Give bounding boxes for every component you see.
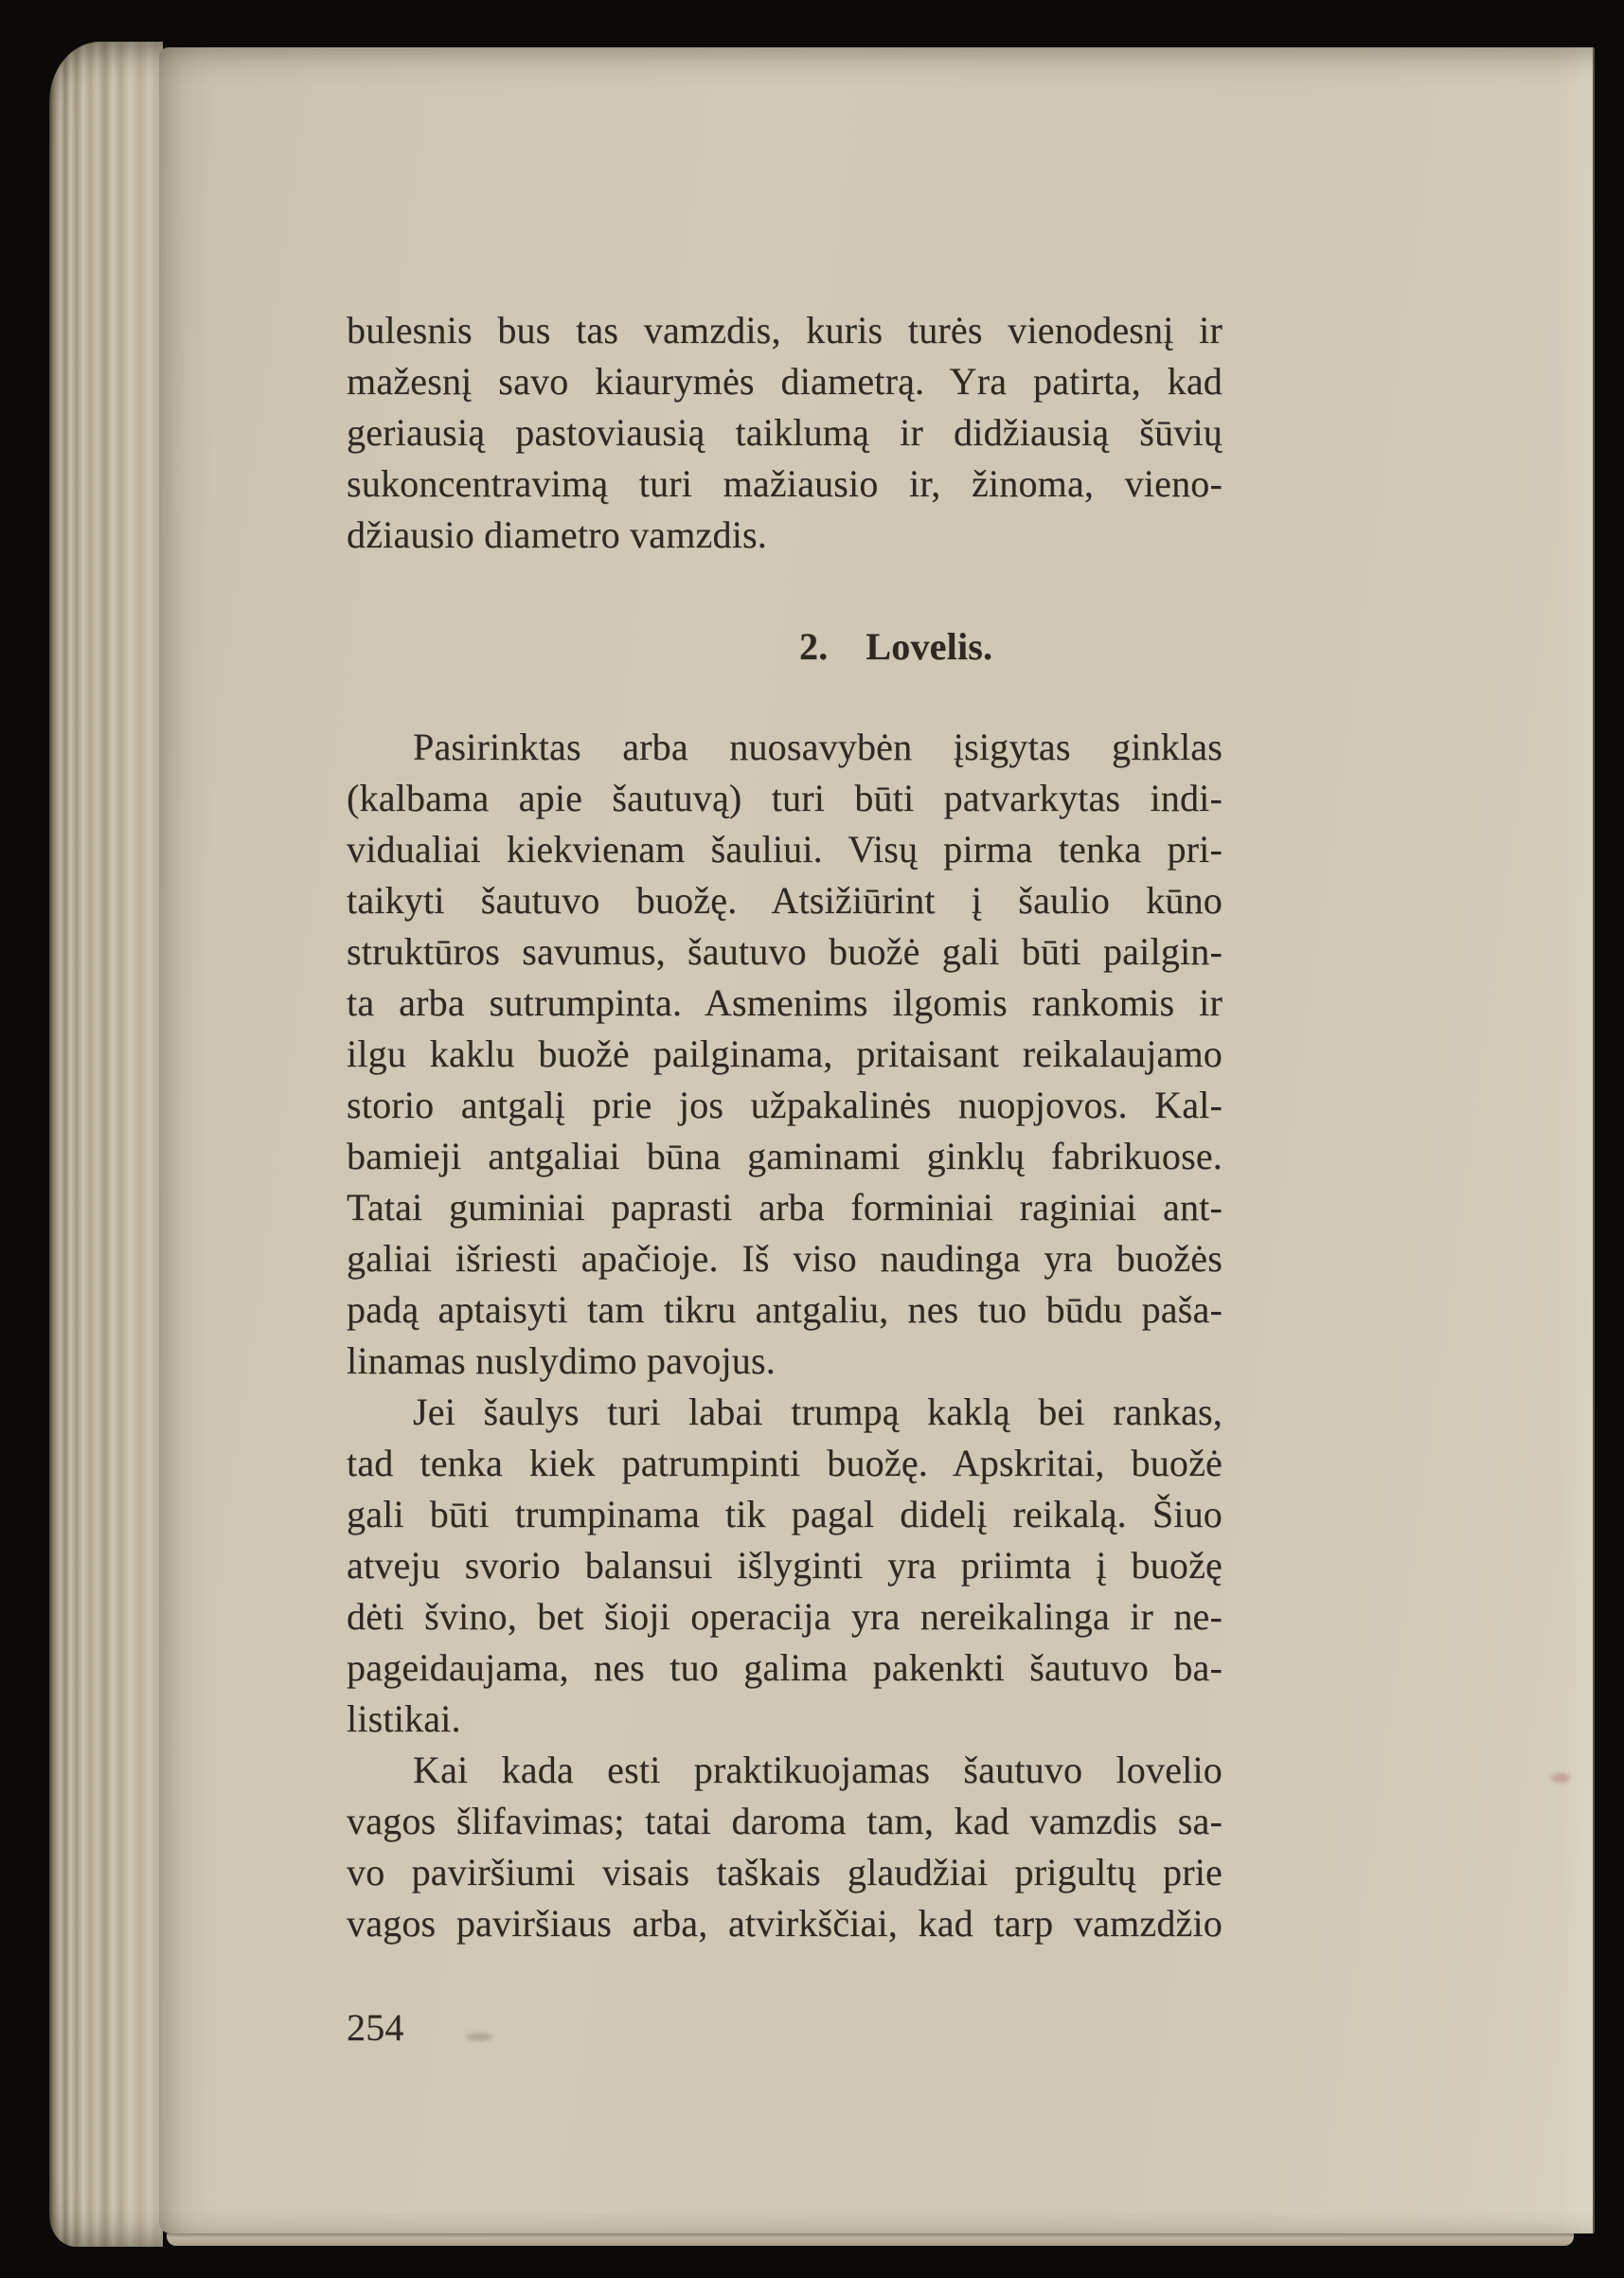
text-line: bulesnis bus tas vamzdis, kuris turės vienodesnį ir [347, 309, 1222, 351]
page-edge-stack [49, 42, 163, 2247]
text-line: Kai kada esti praktikuojamas šautuvo lovelio [413, 1749, 1222, 1791]
text-line: (kalbama apie šautuvą) turi būti patvarkytas indi- [347, 777, 1222, 819]
text-line: dėti švino, bet šioji operacija yra nereikalinga ir ne- [347, 1595, 1222, 1638]
section-title: Lovelis. [866, 625, 993, 668]
text-line: sukoncentravimą turi mažiausio ir, žinoma, vieno- [347, 462, 1222, 505]
text-line: ta arba sutrumpinta. Asmenims ilgomis rankomis ir [347, 981, 1222, 1024]
text-line: Pasirinktas arba nuosavybėn įsigytas ginklas [413, 726, 1222, 768]
text-line: gali būti trumpinama tik pagal didelį reikalą. Šiuo [347, 1493, 1222, 1535]
text-line: vidualiai kiekvienam šauliui. Visų pirma tenka pri- [347, 828, 1222, 870]
text-line: Jei šaulys turi labai trumpą kaklą bei rankas, [413, 1390, 1222, 1433]
text-line: mažesnį savo kiaurymės diametrą. Yra patirta, kad [347, 360, 1222, 403]
text-line: tad tenka kiek patrumpinti buožę. Apskritai, buožė [347, 1442, 1222, 1484]
text-line: džiausio diametro vamzdis. [347, 513, 767, 556]
page-number: 254 [347, 2006, 404, 2049]
text-line: bamieji antgaliai būna gaminami ginklų fabrikuose. [347, 1135, 1222, 1177]
text-line: geriausią pastoviausią taiklumą ir didžiausią šūvių [347, 411, 1222, 454]
text-line: atveju svorio balansui išlyginti yra priimta į buožę [347, 1544, 1222, 1587]
text-line: linamas nuslydimo pavojus. [347, 1339, 776, 1382]
text-line: listikai. [347, 1697, 461, 1740]
scan-artifact [1551, 1773, 1570, 1783]
text-line: ilgu kaklu buožė pailginama, pritaisant reikalaujamo [347, 1032, 1222, 1075]
text-line: storio antgalį prie jos užpakalinės nuopjovos. Kal- [347, 1084, 1222, 1126]
section-heading [799, 621, 1222, 673]
section-number: 2. [799, 625, 829, 668]
text-line: taikyti šautuvo buožę. Atsižiūrint į šaulio kūno [347, 879, 1222, 922]
text-line: padą aptaisyti tam tikru antgaliu, nes tuo būdu paša- [347, 1288, 1222, 1331]
text-line: vagos paviršiaus arba, atvirkščiai, kad tarp vamzdžio [347, 1902, 1222, 1945]
text-line: pageidaujama, nes tuo galima pakenkti šautuvo ba- [347, 1646, 1222, 1689]
text-line: vo paviršiumi visais taškais glaudžiai prigultų prie [347, 1851, 1222, 1893]
page-bottom-edge [167, 2233, 1574, 2246]
text-line: vagos šlifavimas; tatai daroma tam, kad vamzdis sa- [347, 1800, 1222, 1842]
scan-artifact [466, 2033, 492, 2041]
text-line: Tatai guminiai paprasti arba forminiai raginiai ant- [347, 1186, 1222, 1229]
page-text [347, 305, 1222, 2054]
text-line: galiai išriesti apačioje. Iš viso naudinga yra buožės [347, 1237, 1222, 1280]
text-line: struktūros savumus, šautuvo buožė gali būti pailgin- [347, 930, 1222, 973]
